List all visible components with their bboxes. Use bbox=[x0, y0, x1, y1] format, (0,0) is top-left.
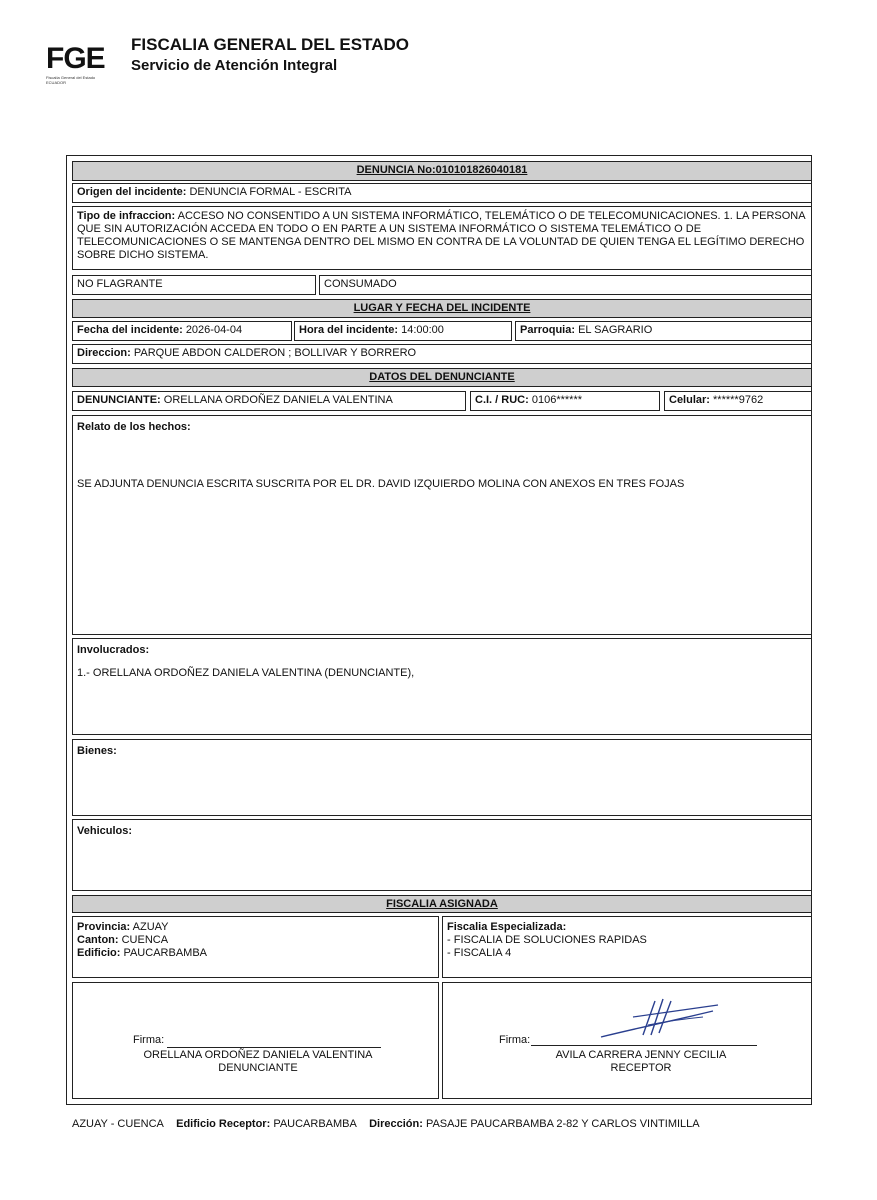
direccion-row bbox=[72, 344, 812, 364]
direccion-value: PARQUE ABDON CALDERON ; BOLLIVAR Y BORRERO bbox=[133, 347, 417, 359]
ci-cell bbox=[470, 391, 660, 411]
tipo-value: ACCESO NO CONSENTIDO A UN SISTEMA INFORMÁTICO, TELEMÁTICO O DE TELECOMUNICACIONES. 1. LA PERSONA QUE SIN AUTORIZACIÓN ACCEDA EN TODO O EN PARTE A UN SISTEMA INFORMÁTICO O SISTEMA TELEMÁTICO O DE TELECOMUNICACIONES O SE MANTENGA DENTRO DEL MISMO EN CONTRA DE LA VOLUNTAD DE QUIEN TENGA EL LEGÍTIMO DERECHO SOBRE DICHO SISTEMA. bbox=[77, 210, 805, 261]
footer-edificio-value: PAUCARBAMBA bbox=[273, 1118, 357, 1130]
fiscalia-especializada-box bbox=[442, 916, 812, 978]
footer-direccion-value: PASAJE PAUCARBAMBA 2-82 Y CARLOS VINTIMILLA bbox=[425, 1118, 700, 1130]
denunciante-band bbox=[72, 368, 812, 387]
canton-value: CUENCA bbox=[121, 934, 169, 946]
edificio-value: PAUCARBAMBA bbox=[123, 947, 207, 959]
edificio-label: Edificio: bbox=[77, 947, 121, 959]
footer-location: AZUAY - CUENCA bbox=[72, 1118, 164, 1130]
firma-right-label: Firma: bbox=[499, 1034, 531, 1046]
vehiculos-label: Vehiculos: bbox=[77, 825, 133, 837]
direccion-label: Direccion: bbox=[77, 347, 131, 359]
logo-mark: FGE bbox=[46, 42, 105, 75]
ci-value: 0106****** bbox=[531, 394, 582, 406]
celular-label: Celular: bbox=[669, 394, 710, 406]
denunciante-title: DATOS DEL DENUNCIANTE bbox=[369, 371, 515, 383]
fecha-value: 2026-04-04 bbox=[185, 324, 243, 336]
especializada-item-1: - FISCALIA DE SOLUCIONES RAPIDAS bbox=[447, 934, 647, 946]
denunciante-name: ORELLANA ORDOÑEZ DANIELA VALENTINA bbox=[163, 394, 393, 406]
tipo-label: Tipo de infraccion: bbox=[77, 210, 176, 222]
logo-subtext: Fiscalía General del Estado ECUADOR bbox=[46, 75, 96, 85]
denunciante-name-cell bbox=[72, 391, 466, 411]
firma-left-role: DENUNCIANTE bbox=[218, 1062, 298, 1074]
parroquia-value: EL SAGRARIO bbox=[578, 324, 653, 336]
firma-right-role: RECEPTOR bbox=[610, 1062, 672, 1074]
denunciante-label: DENUNCIANTE: bbox=[77, 394, 161, 406]
relato-text: SE ADJUNTA DENUNCIA ESCRITA SUSCRITA POR EL DR. DAVID IZQUIERDO MOLINA CON ANEXOS EN TRES FOJAS bbox=[77, 478, 685, 490]
fiscalia-title: FISCALIA ASIGNADA bbox=[386, 898, 498, 910]
flagrancia-value: NO FLAGRANTE bbox=[77, 278, 163, 290]
footer-edificio-label: Edificio Receptor: bbox=[176, 1118, 271, 1130]
bienes-label: Bienes: bbox=[77, 745, 117, 757]
fecha-cell bbox=[72, 321, 292, 341]
estado-value: CONSUMADO bbox=[324, 278, 397, 290]
footer-direccion-label: Dirección: bbox=[369, 1118, 423, 1130]
denuncia-number: DENUNCIA No:010101826040181 bbox=[356, 164, 528, 176]
firma-right-name: AVILA CARRERA JENNY CECILIA bbox=[555, 1049, 727, 1061]
parroquia-cell bbox=[515, 321, 812, 341]
ci-label: C.I. / RUC: bbox=[475, 394, 529, 406]
firma-left-label: Firma: bbox=[133, 1034, 165, 1046]
header-subtitle: Servicio de Atención Integral bbox=[131, 57, 338, 74]
bienes-box bbox=[72, 739, 812, 816]
fecha-label: Fecha del incidente: bbox=[77, 324, 183, 336]
origen-label: Origen del incidente: bbox=[77, 186, 187, 198]
fge-logo bbox=[46, 44, 112, 85]
tipo-infraccion-row bbox=[72, 206, 812, 270]
involucrados-box bbox=[72, 638, 812, 735]
especializada-item-2: - FISCALIA 4 bbox=[447, 947, 512, 959]
provincia-value: AZUAY bbox=[132, 921, 169, 933]
relato-box bbox=[72, 415, 812, 635]
vehiculos-box bbox=[72, 819, 812, 891]
firma-left-name: ORELLANA ORDOÑEZ DANIELA VALENTINA bbox=[143, 1049, 373, 1061]
hora-cell bbox=[294, 321, 512, 341]
origen-row bbox=[72, 183, 812, 203]
lugar-fecha-title: LUGAR Y FECHA DEL INCIDENTE bbox=[353, 302, 531, 314]
parroquia-label: Parroquia: bbox=[520, 324, 576, 336]
firma-left-line bbox=[167, 1035, 381, 1048]
firma-denunciante-box bbox=[72, 982, 439, 1099]
celular-value: ******9762 bbox=[713, 394, 764, 406]
estado-cell bbox=[319, 275, 812, 295]
fiscalia-band bbox=[72, 895, 812, 913]
origen-value: DENUNCIA FORMAL - ESCRITA bbox=[189, 186, 352, 198]
lugar-fecha-band bbox=[72, 299, 812, 318]
flagrancia-cell bbox=[72, 275, 316, 295]
celular-cell bbox=[664, 391, 812, 411]
denuncia-number-band bbox=[72, 161, 812, 181]
hora-label: Hora del incidente: bbox=[299, 324, 399, 336]
especializada-label: Fiscalia Especializada: bbox=[447, 921, 567, 933]
fiscalia-location-box bbox=[72, 916, 439, 978]
header-title: FISCALIA GENERAL DEL ESTADO bbox=[131, 35, 410, 54]
hora-value: 14:00:00 bbox=[401, 324, 444, 336]
involucrados-label: Involucrados: bbox=[77, 644, 150, 656]
canton-label: Canton: bbox=[77, 934, 119, 946]
relato-label: Relato de los hechos: bbox=[77, 421, 191, 433]
firma-receptor-box bbox=[442, 982, 812, 1099]
footer bbox=[72, 1118, 700, 1130]
firma-right-line bbox=[531, 1033, 757, 1046]
involucrados-text: 1.- ORELLANA ORDOÑEZ DANIELA VALENTINA (DENUNCIANTE), bbox=[77, 667, 415, 679]
provincia-label: Provincia: bbox=[77, 921, 131, 933]
